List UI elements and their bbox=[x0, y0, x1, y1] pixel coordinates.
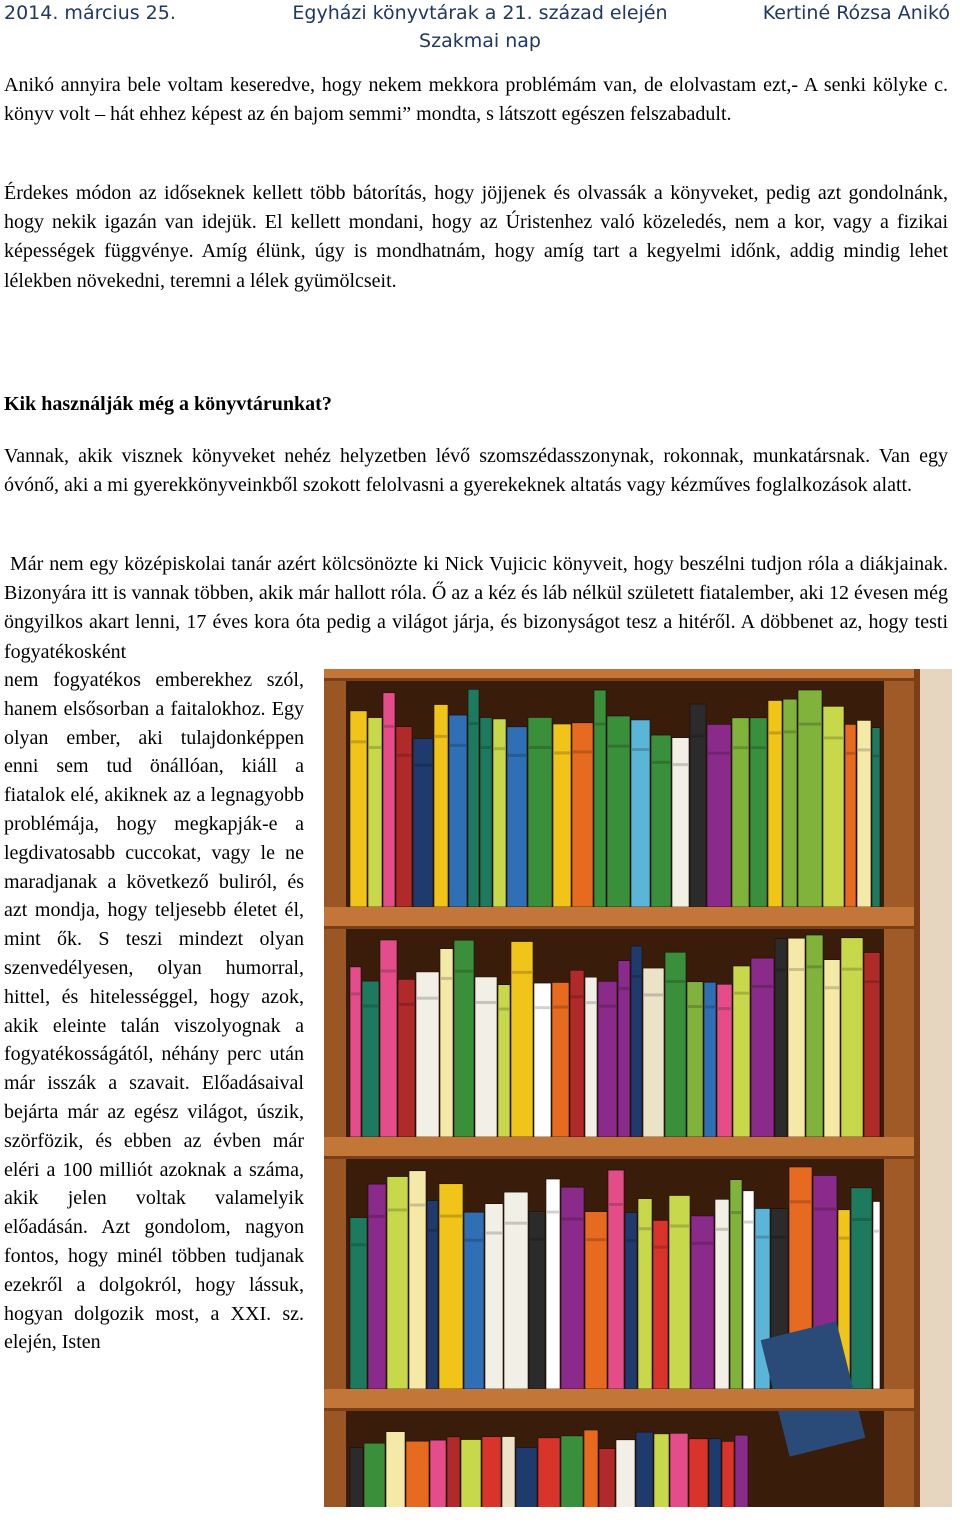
book-spine bbox=[434, 705, 448, 907]
book-spine bbox=[704, 982, 716, 1137]
shelf-plank bbox=[324, 1137, 914, 1159]
book-spine bbox=[364, 1443, 385, 1507]
book-spine bbox=[691, 1216, 714, 1389]
paragraph-2: Érdekes módon az időseknek kellett több bátorítás, hogy jöjjenek és olvassák a könyveket, pedig azt gondolnánk, hogy nekik igazán van idejük. El kellett mondani, hogy az Úristenhez való közeledés, nem a kor, vagy a fizikai képességek függvénye. Amíg élünk, úgy is mondhatnám, hogy amíg tart a kegyelmi időnk, addig mindig lehet lélekben növekedni, teremni a lélek gyümölcseit. bbox=[4, 182, 948, 292]
book-spine bbox=[482, 1437, 501, 1507]
book-spine bbox=[585, 1212, 607, 1389]
book-spine bbox=[651, 735, 671, 907]
shelf-plank bbox=[324, 1389, 914, 1411]
book-spine bbox=[585, 977, 597, 1137]
book-spine bbox=[538, 1438, 560, 1507]
book-spine bbox=[504, 1192, 528, 1389]
paragraph-1: Anikó annyira bele voltam keseredve, hogy nekem mekkora problémám van, de elolvastam ezt,- A senki kölyke c. könyv volt – hát ehhez képest az én bajom semmi” mondta, s látszott egészen felszabadult. bbox=[4, 74, 948, 126]
book-spine bbox=[672, 738, 689, 907]
book-spine bbox=[608, 1170, 624, 1389]
header-date: 2014. március 25. bbox=[4, 2, 176, 24]
book-spine bbox=[406, 1441, 429, 1507]
book-spine bbox=[599, 1449, 615, 1507]
book-spine bbox=[502, 1437, 515, 1507]
book-spine bbox=[864, 952, 880, 1137]
book-spine bbox=[350, 1447, 363, 1507]
book-spine bbox=[516, 1447, 537, 1507]
book-spine bbox=[447, 1437, 460, 1507]
book-spine bbox=[561, 1436, 583, 1507]
section-heading: Kik használják még a könyvtárunkat? bbox=[4, 393, 332, 415]
header-subtitle: Szakmai nap bbox=[419, 30, 541, 52]
book-spine bbox=[654, 1434, 669, 1507]
page-header bbox=[0, 0, 960, 60]
book-spine bbox=[350, 967, 361, 1137]
book-spine bbox=[735, 1435, 748, 1507]
book-spine bbox=[824, 960, 840, 1137]
book-spine bbox=[398, 979, 415, 1137]
book-spine bbox=[461, 1440, 481, 1507]
book-spine bbox=[528, 717, 552, 907]
book-spine bbox=[464, 1212, 484, 1389]
book-spine bbox=[689, 1439, 708, 1507]
book-spine bbox=[480, 718, 492, 907]
book-spine bbox=[722, 1441, 734, 1507]
book-spine bbox=[534, 983, 551, 1137]
book-spine bbox=[750, 718, 767, 907]
book-spine bbox=[631, 720, 650, 907]
book-spine bbox=[709, 1439, 721, 1507]
book-spine bbox=[857, 720, 871, 907]
book-spine bbox=[636, 1432, 653, 1507]
book-spine bbox=[449, 715, 467, 907]
book-spine bbox=[607, 716, 630, 907]
header-title: Egyházi könyvtárak a 21. század elején bbox=[292, 2, 668, 24]
header-author: Kertiné Rózsa Anikó bbox=[762, 2, 950, 24]
book-spine bbox=[430, 1440, 446, 1507]
paragraph-3: Vannak, akik visznek könyveket nehéz helyzetben lévő szomszédasszonynak, rokonnak, munkatársnak. Van egy óvónő, aki a mi gyerekkönyveinkből szokott felolvasni a gyerekeknek altatás vagy kézműves foglalkozások alatt. bbox=[4, 445, 948, 497]
paragraph-5-side-column: nem fogyatékos emberekhez szól, hanem elsősorban a faitalokhoz. Egy olyan ember, aki tulajdonképpen enni sem tud önállóan, kiáll a fiatalok elé, akiknek az a legnagyobb problémája, hogy megkapják-e a legdivatosabb cuccokat, vagy le ne maradjanak a következő buliról, és azt mondja, hogy teljesebb életet él, mint ők. S teszi mindezt olyan szenvedélyesen, olyan humorral, hittel, és hitelességgel, hogy azok, akik eleinte talán viszolyognak a fogyatékosságától, néhány perc után már isszák a szavait. Előadásaival bejárta már az egész világot, úszik, szörfözik, és ebben az évben már eléri a 100 milliót azoknak a száma, akik jelen voltak valamelyik előadásán. Azt gondolom, nagyon fontos, hogy minél többen tudjanak ezekről a dolgokról, hogy lássuk, hogyan dolgozik most, a XXI. sz. elején, Isten bbox=[4, 669, 304, 1354]
shelf-plank bbox=[324, 907, 914, 929]
bookshelf-image bbox=[324, 669, 952, 1507]
book-spine bbox=[409, 1171, 426, 1389]
book-spine bbox=[413, 738, 433, 907]
book-spine bbox=[584, 1430, 598, 1507]
book-spine bbox=[653, 1220, 668, 1389]
book-spine bbox=[618, 961, 630, 1137]
book-spine bbox=[788, 938, 805, 1137]
book-spine bbox=[670, 1433, 688, 1507]
book-spine bbox=[529, 1211, 545, 1389]
book-spine bbox=[594, 690, 606, 907]
bookshelf-photo bbox=[324, 669, 952, 1507]
book-spine bbox=[631, 946, 642, 1137]
paragraph-4: Már nem egy középiskolai tanár azért kölcsönözte ki Nick Vujicic könyveit, hogy beszélni tudjon róla a diákjainak. Bizonyára itt is vannak többen, akik már hallott róla. Ő az a kéz és láb nélkül született fiatalember, aki 12 évesen még öngyilkos akart lenni, 17 éves kora óta pedig a világot járja, és bizonyságot tesz a hitéről. A döbbenet az, hogy testi fogyatékosként bbox=[4, 553, 948, 663]
book-spine bbox=[380, 940, 397, 1137]
book-spine bbox=[387, 1177, 408, 1389]
book-spine bbox=[665, 952, 686, 1137]
book-spine bbox=[386, 1432, 405, 1507]
book-spine bbox=[616, 1440, 635, 1507]
book-spine bbox=[553, 724, 571, 907]
book-spine bbox=[743, 1191, 754, 1389]
